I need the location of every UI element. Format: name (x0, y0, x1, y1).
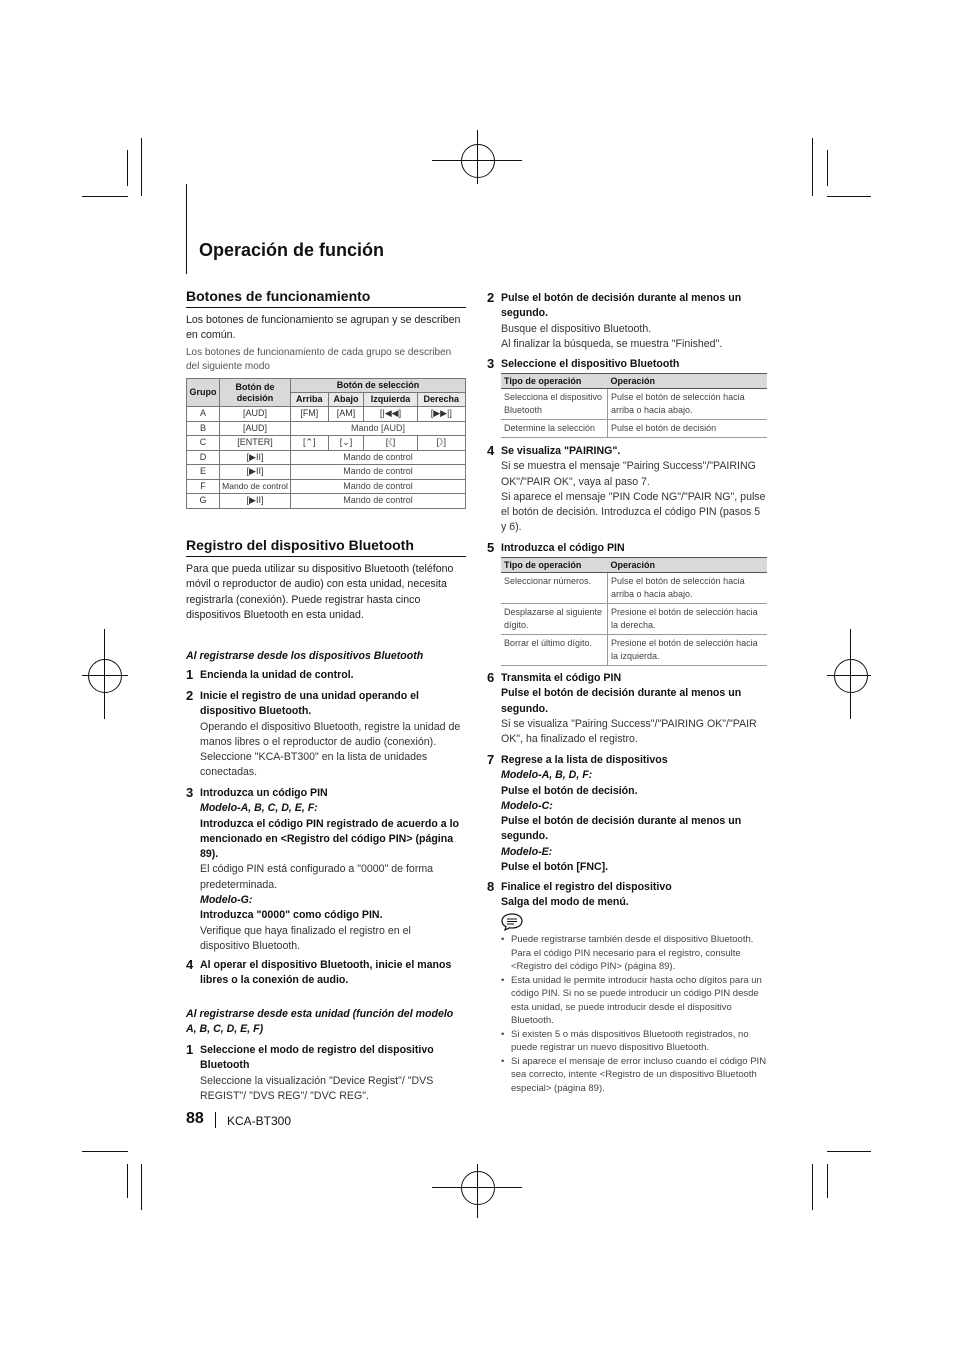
cell: [AUD] (220, 407, 291, 422)
step-text: Si se visualiza "Pairing Success"/"PAIRING OK"/"PAIR OK", ha finalizado el registro. (501, 717, 757, 746)
step-title: Seleccione el dispositivo Bluetooth (501, 358, 680, 370)
cell: [▶▶|] (417, 407, 465, 422)
step-title: Finalice el registro del dispositivo (501, 881, 672, 893)
cell: Mando de control (291, 465, 466, 480)
step-title: Al operar el dispositivo Bluetooth, inicie el manos libres o la conexión de audio. (200, 959, 452, 987)
cell: [AM] (328, 407, 364, 422)
step-text: Si aparece el mensaje "PIN Code NG"/"PAIR NG", pulse el botón de decisión. Introduzca el código PIN (pasos 5 y 6). (501, 490, 766, 534)
th-up: Arriba (291, 393, 329, 407)
step-title: Introduzca un código PIN (200, 787, 328, 799)
cell: Pulse el botón de selección hacia arriba o hacia abajo. (608, 389, 768, 420)
step-text: Operando el dispositivo Bluetooth, registre la unidad de manos libres o el reproductor de audio (conexión). Seleccione "KCA-BT300" en la lista de unidades conectadas. (200, 720, 461, 779)
th-selection: Botón de selección (291, 379, 466, 393)
model-label: Modelo-A, B, C, D, E, F: (200, 802, 318, 815)
step-bold-text: Pulse el botón de decisión. (501, 784, 638, 797)
step-bold-text: Salga del modo de menú. (501, 896, 629, 909)
step-number: 2 (487, 290, 495, 305)
step-title: Pulse el botón de decisión durante al menos un segundo. (501, 292, 742, 320)
step-text: Verifique que haya finalizado el registro en el dispositivo Bluetooth. (200, 924, 411, 952)
step-title: Seleccione el modo de registro del dispositivo Bluetooth (200, 1044, 434, 1072)
cell: [▶II] (220, 494, 291, 509)
th-right: Derecha (417, 393, 465, 407)
note-item: • Puede registrarse también desde el dispositivo Bluetooth. Para el código PIN necesario para el registro, consulte <Registro del código PIN> (página 89). (511, 933, 769, 974)
cell: Pulse el botón de selección hacia arriba o hacia abajo. (608, 573, 768, 604)
footer-divider (215, 1112, 216, 1128)
step-number: 1 (186, 1042, 194, 1057)
step-title: Regrese a la lista de dispositivos (501, 754, 668, 766)
th-op-type: Tipo de operación (501, 558, 608, 573)
step-title: Se visualiza "PAIRING". (501, 445, 621, 457)
step-number: 7 (487, 752, 495, 767)
step-number: 3 (487, 356, 495, 371)
operation-table-pin (501, 557, 767, 666)
table-row (501, 420, 767, 438)
cell: [FM] (291, 407, 329, 422)
section-heading-botones: Botones de funcionamiento (186, 288, 466, 308)
page-title: Operación de función (199, 240, 385, 260)
step-bold-text: Introduzca "0000" como código PIN. (200, 909, 383, 922)
step-bold-text: Pulse el botón [FNC]. (501, 861, 609, 874)
section-heading-registro: Registro del dispositivo Bluetooth (186, 537, 466, 557)
th-op: Operación (608, 558, 768, 573)
step-bold-text: Pulse el botón de decisión durante al menos un segundo. (501, 815, 742, 843)
table-row (187, 479, 466, 494)
table-row (501, 604, 767, 635)
buttons-note: Los botones de funcionamiento de cada grupo se describen del siguiente modo (186, 347, 452, 372)
th-decision: Botón de decisión (220, 379, 291, 407)
cell: [▶II] (220, 465, 291, 480)
step-bold-text: Introduzca el código PIN registrado de acuerdo a lo mencionado en <Registro del código PIN> (página 89). (200, 817, 460, 861)
step-number: 2 (186, 688, 194, 703)
step-title: Introduzca el código PIN (501, 542, 625, 554)
cell: Presione el botón de selección hacia la derecha. (608, 604, 768, 635)
model-label: Modelo-G: (200, 894, 253, 907)
step-number: 3 (186, 785, 194, 800)
cell: [▶II] (220, 450, 291, 465)
note-icon (501, 913, 523, 931)
cell: [》] (417, 436, 465, 451)
table-row (187, 450, 466, 465)
cell: [⌃] (291, 436, 329, 451)
step-text: Seleccione la visualización "Device Regist"/ "DVS REGIST"/ "DVS REG"/ "DVC REG". (200, 1074, 434, 1102)
model-label: Modelo-A, B, D, F: (501, 769, 593, 782)
page-number: 88 (186, 1110, 204, 1127)
cell: [AUD] (220, 421, 291, 436)
th-op: Operación (608, 374, 768, 389)
table-row (187, 494, 466, 509)
step-text: El código PIN está configurado a "0000" de forma predeterminada. (200, 863, 434, 891)
cell: B (187, 421, 220, 436)
table-row (501, 573, 767, 604)
subheading-from-devices: Al registrarse desde los dispositivos Bluetooth (186, 650, 424, 662)
subheading-from-unit: Al registrarse desde esta unidad (función del modelo A, B, C, D, E, F) (186, 1008, 454, 1036)
table-row (501, 389, 767, 420)
cell: C (187, 436, 220, 451)
step-title: Transmita el código PIN (501, 672, 622, 684)
cell: Mando de control (220, 479, 291, 494)
cell: [《] (364, 436, 417, 451)
cell: Mando de control (291, 450, 466, 465)
cell: Determine la selección (501, 420, 608, 438)
cell: D (187, 450, 220, 465)
cell: Seleccionar números. (501, 573, 608, 604)
cell: G (187, 494, 220, 509)
step-number: 6 (487, 670, 495, 685)
cell: Presione el botón de selección hacia la izquierda. (608, 635, 768, 666)
registro-intro: Para que pueda utilizar su dispositivo Bluetooth (teléfono móvil o reproductor de audio) con esta unidad, necesita registrarla (conexión). Puede registrar hasta cinco dispositivos Bluetooth en esta unidad. (186, 563, 454, 621)
buttons-intro: Los botones de funcionamiento se agrupan y se describen en común. (186, 314, 461, 342)
cell: Desplazarse al siguiente dígito. (501, 604, 608, 635)
cell: F (187, 479, 220, 494)
step-text: Busque el dispositivo Bluetooth. (501, 322, 652, 335)
cell: Pulse el botón de decisión (608, 420, 768, 438)
step-title: Inicie el registro de una unidad operando el dispositivo Bluetooth. (200, 690, 419, 718)
th-down: Abajo (328, 393, 364, 407)
cell: A (187, 407, 220, 422)
table-row (187, 465, 466, 480)
cell: [|◀◀] (364, 407, 417, 422)
model-label: Modelo-E: (501, 845, 553, 858)
note-item: • Esta unidad le permite introducir hasta ocho dígitos para un código PIN. Si no se puede introducir un código PIN desde esta unidad, se puede introducir desde el dispositivo Bluetooth. (511, 974, 769, 1028)
cell: Mando de control (291, 494, 466, 509)
note-item: • Si aparece el mensaje de error incluso cuando el código PIN sea correcto, intente <Registro de un dispositivo Bluetooth especial> (página 89). (511, 1055, 769, 1096)
th-op-type: Tipo de operación (501, 374, 608, 389)
table-row (187, 421, 466, 436)
cell: Borrar el último dígito. (501, 635, 608, 666)
model-name: KCA-BT300 (227, 1114, 292, 1128)
step-number: 8 (487, 879, 495, 894)
table-row (187, 407, 466, 422)
th-left: Izquierda (364, 393, 417, 407)
operation-table-select (501, 373, 767, 438)
cell: [⌄] (328, 436, 364, 451)
step-number: 4 (186, 957, 194, 972)
step-number: 5 (487, 540, 495, 555)
note-item: • Si existen 5 o más dispositivos Bluetooth registrados, no puede registrar un nuevo dispositivo Bluetooth. (511, 1028, 769, 1055)
cell: Selecciona el dispositivo Bluetooth (501, 389, 608, 420)
cell: [ENTER] (220, 436, 291, 451)
table-row (187, 436, 466, 451)
cell: Mando de control (291, 479, 466, 494)
step-bold-text: Pulse el botón de decisión durante al menos un segundo. (501, 687, 742, 715)
button-group-table (186, 378, 466, 509)
cell: E (187, 465, 220, 480)
th-group: Grupo (187, 379, 220, 407)
step-text: Si se muestra el mensaje "Pairing Success"/"PAIRING OK"/"PAIR OK", vaya al paso 7. (501, 460, 756, 488)
notes-list (501, 933, 769, 1095)
step-number: 4 (487, 443, 495, 458)
step-text: Al finalizar la búsqueda, se muestra "Finished". (501, 337, 723, 350)
step-number: 1 (186, 667, 194, 682)
table-row (501, 635, 767, 666)
model-label: Modelo-C: (501, 799, 553, 812)
step-title: Encienda la unidad de control. (200, 669, 354, 681)
cell: Mando [AUD] (291, 421, 466, 436)
